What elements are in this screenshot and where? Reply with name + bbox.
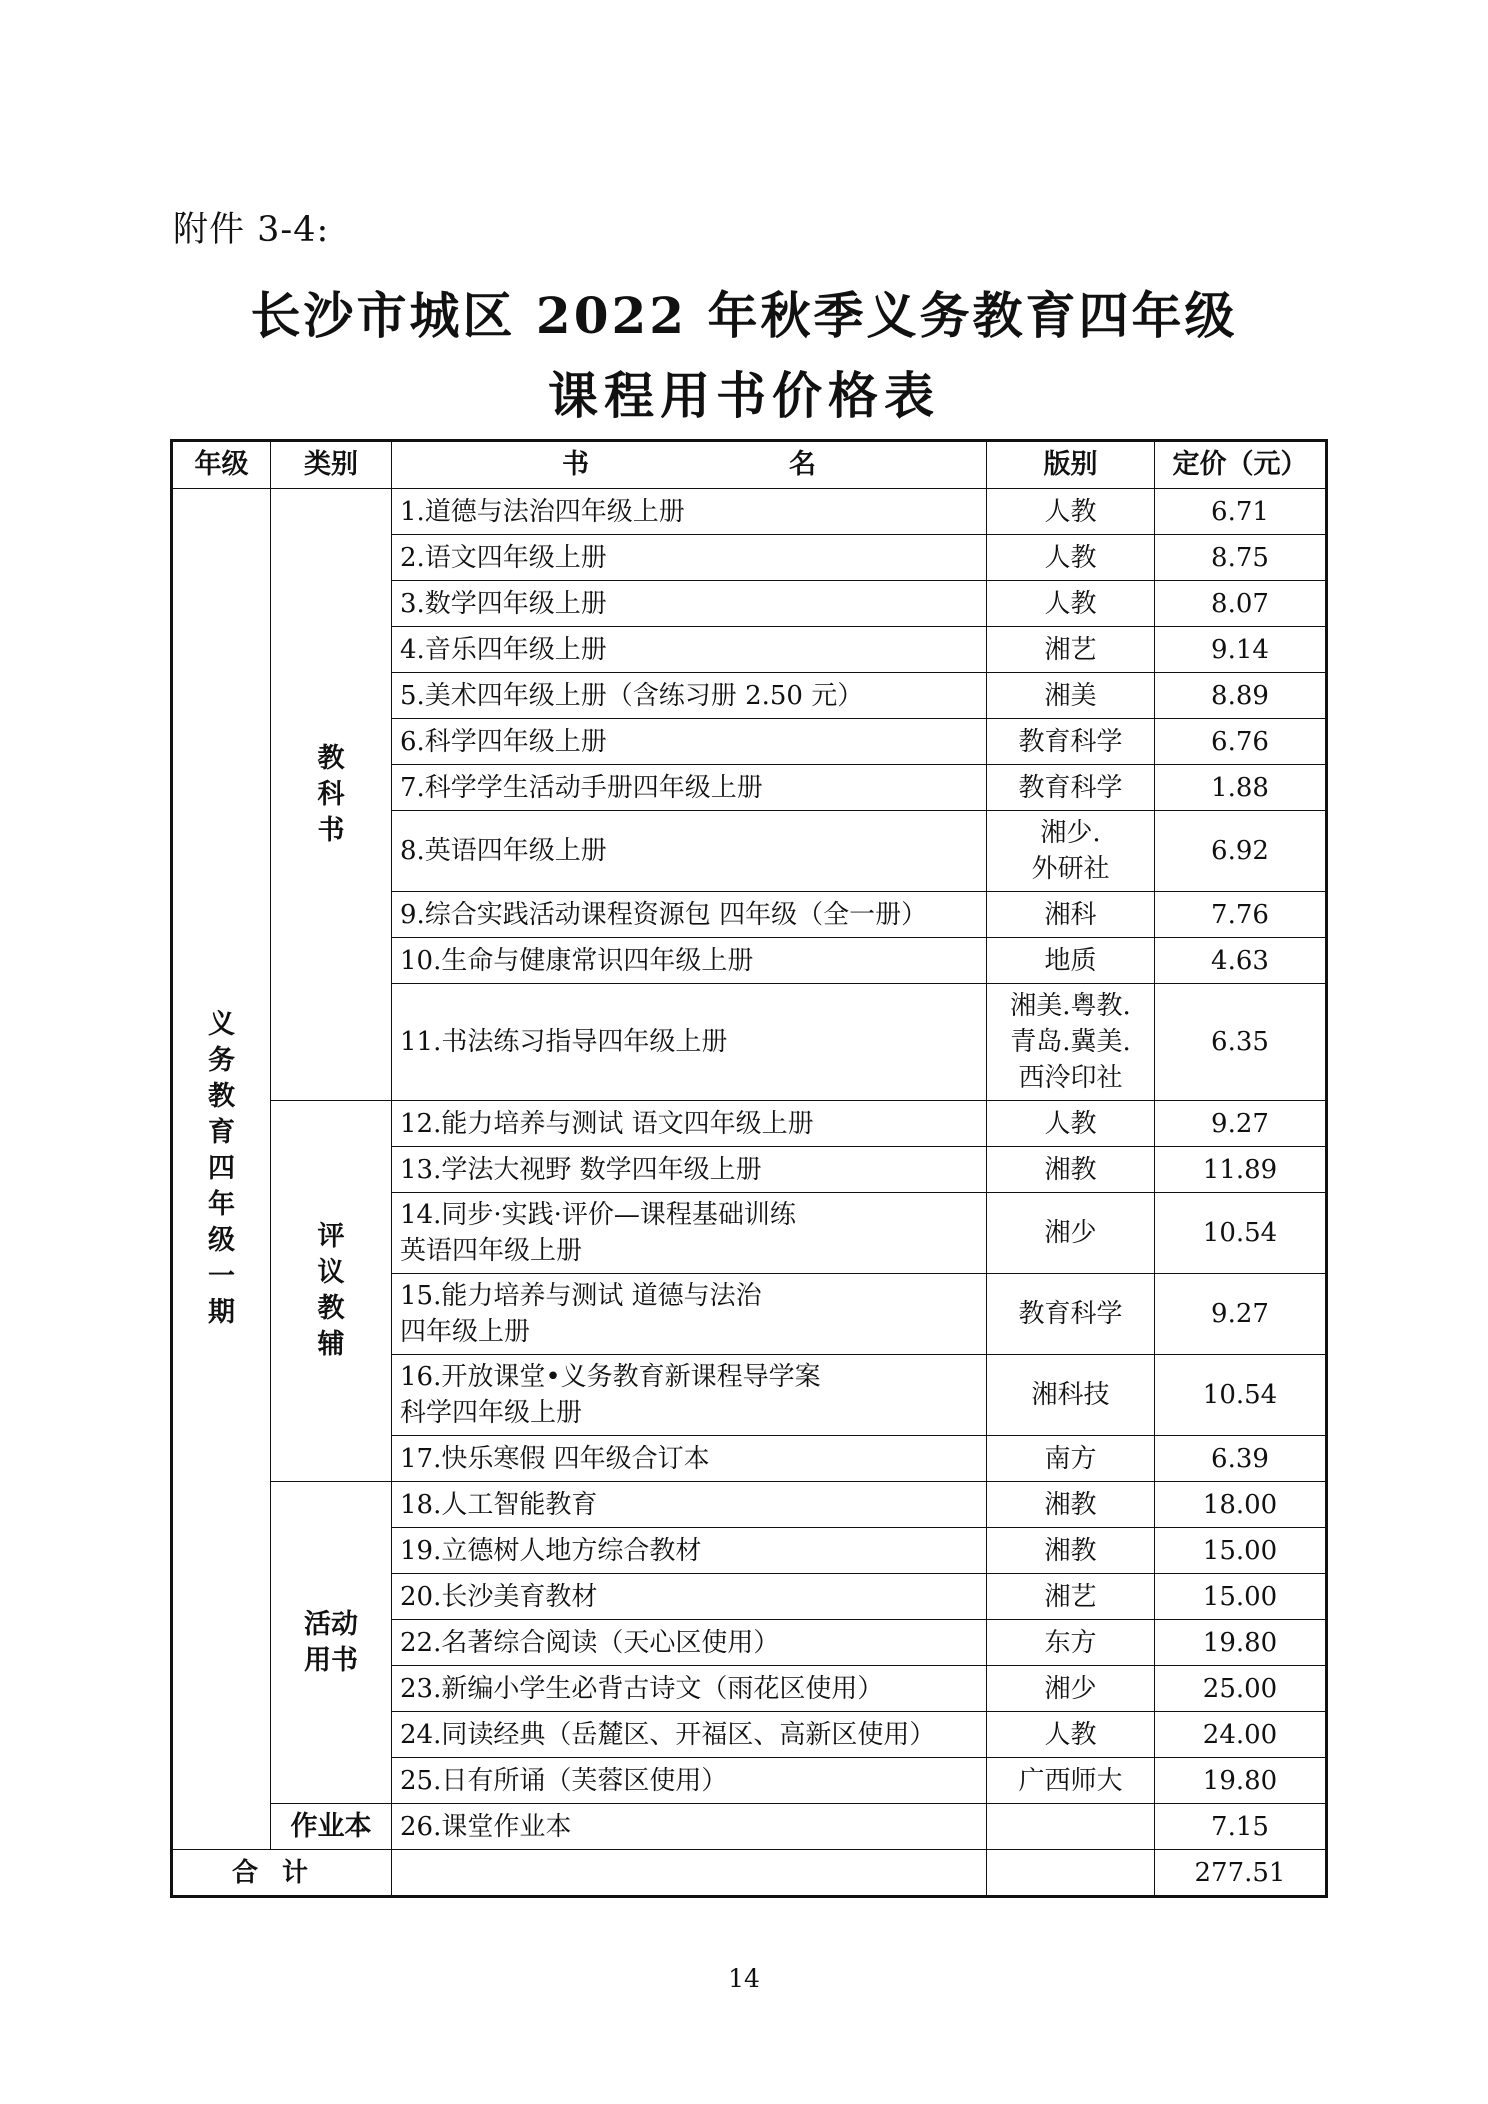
- book-name: 15.能力培养与测试 道德与法治 四年级上册: [392, 1274, 987, 1355]
- publisher: 湘艺: [987, 627, 1155, 673]
- header-category: 类别: [271, 441, 392, 489]
- book-name: 16.开放课堂•义务教育新课程导学案 科学四年级上册: [392, 1355, 987, 1436]
- publisher: 人教: [987, 535, 1155, 581]
- category-textbook: 教 科 书: [271, 489, 392, 1101]
- book-name: 19.立德树人地方综合教材: [392, 1528, 987, 1574]
- price-table: [170, 439, 1328, 1898]
- grade-label: 义 务 教 育 四 年 级 一 期: [172, 489, 271, 1850]
- book-name: 22.名著综合阅读（天心区使用）: [392, 1620, 987, 1666]
- publisher: 人教: [987, 1712, 1155, 1758]
- book-name: 24.同读经典（岳麓区、开福区、高新区使用）: [392, 1712, 987, 1758]
- category-activity: 活动 用书: [271, 1482, 392, 1804]
- publisher: 湘少. 外研社: [987, 811, 1155, 892]
- publisher: 湘美.粤教. 青岛.冀美. 西泠印社: [987, 984, 1155, 1101]
- price: 24.00: [1155, 1712, 1327, 1758]
- price: 7.76: [1155, 892, 1327, 938]
- price: 6.39: [1155, 1436, 1327, 1482]
- publisher: 人教: [987, 581, 1155, 627]
- publisher: 南方: [987, 1436, 1155, 1482]
- book-name: 7.科学学生活动手册四年级上册: [392, 765, 987, 811]
- publisher: 湘少: [987, 1193, 1155, 1274]
- document-subtitle: 课程用书价格表: [548, 366, 940, 425]
- book-name: 10.生命与健康常识四年级上册: [392, 938, 987, 984]
- publisher: 湘科技: [987, 1355, 1155, 1436]
- book-name: 26.课堂作业本: [392, 1804, 987, 1850]
- book-name: 18.人工智能教育: [392, 1482, 987, 1528]
- price: 9.27: [1155, 1101, 1327, 1147]
- price: 8.07: [1155, 581, 1327, 627]
- total-row: [172, 1850, 1327, 1897]
- publisher: 教育科学: [987, 1274, 1155, 1355]
- book-name: 8.英语四年级上册: [392, 811, 987, 892]
- price: 9.14: [1155, 627, 1327, 673]
- book-name: 17.快乐寒假 四年级合订本: [392, 1436, 987, 1482]
- book-name: 14.同步·实践·评价—课程基础训练 英语四年级上册: [392, 1193, 987, 1274]
- table-row: [172, 1482, 1327, 1528]
- publisher: 东方: [987, 1620, 1155, 1666]
- price: 1.88: [1155, 765, 1327, 811]
- table-row: [172, 489, 1327, 535]
- publisher: 湘科: [987, 892, 1155, 938]
- price: 6.35: [1155, 984, 1327, 1101]
- book-name: 1.道德与法治四年级上册: [392, 489, 987, 535]
- price: 10.54: [1155, 1355, 1327, 1436]
- book-name: 23.新编小学生必背古诗文（雨花区使用）: [392, 1666, 987, 1712]
- attachment-label: 附件 3-4:: [173, 210, 330, 250]
- book-name: 13.学法大视野 数学四年级上册: [392, 1147, 987, 1193]
- publisher: 人教: [987, 489, 1155, 535]
- header-row: [172, 441, 1327, 489]
- header-grade: 年级: [172, 441, 271, 489]
- book-name: 5.美术四年级上册（含练习册 2.50 元）: [392, 673, 987, 719]
- header-publisher: 版别: [987, 441, 1155, 489]
- publisher: 人教: [987, 1101, 1155, 1147]
- total-empty-publisher: [987, 1850, 1155, 1897]
- publisher: 湘少: [987, 1666, 1155, 1712]
- price: 7.15: [1155, 1804, 1327, 1850]
- price: 8.89: [1155, 673, 1327, 719]
- book-name: 4.音乐四年级上册: [392, 627, 987, 673]
- category-review: 评 议 教 辅: [271, 1101, 392, 1482]
- category-workbook: 作业本: [271, 1804, 392, 1850]
- price: 18.00: [1155, 1482, 1327, 1528]
- book-name: 11.书法练习指导四年级上册: [392, 984, 987, 1101]
- price: 25.00: [1155, 1666, 1327, 1712]
- publisher: 湘美: [987, 673, 1155, 719]
- total-label: 合计: [172, 1850, 392, 1897]
- price: 11.89: [1155, 1147, 1327, 1193]
- book-name: 3.数学四年级上册: [392, 581, 987, 627]
- book-name: 12.能力培养与测试 语文四年级上册: [392, 1101, 987, 1147]
- header-book-name: 书 名: [392, 441, 987, 489]
- page-number: 14: [728, 1964, 760, 1993]
- book-name: 25.日有所诵（芙蓉区使用）: [392, 1758, 987, 1804]
- document-title: 长沙市城区 2022 年秋季义务教育四年级: [250, 286, 1238, 345]
- price: 6.92: [1155, 811, 1327, 892]
- price: 19.80: [1155, 1620, 1327, 1666]
- total-empty-name: [392, 1850, 987, 1897]
- publisher: 教育科学: [987, 765, 1155, 811]
- price: 15.00: [1155, 1574, 1327, 1620]
- publisher: 湘教: [987, 1528, 1155, 1574]
- price: 4.63: [1155, 938, 1327, 984]
- price: 6.76: [1155, 719, 1327, 765]
- publisher: [987, 1804, 1155, 1850]
- table-row: [172, 1804, 1327, 1850]
- table-row: [172, 1101, 1327, 1147]
- book-name: 20.长沙美育教材: [392, 1574, 987, 1620]
- book-name: 6.科学四年级上册: [392, 719, 987, 765]
- book-name: 9.综合实践活动课程资源包 四年级（全一册）: [392, 892, 987, 938]
- total-price: 277.51: [1155, 1850, 1327, 1897]
- price: 8.75: [1155, 535, 1327, 581]
- publisher: 广西师大: [987, 1758, 1155, 1804]
- header-price: 定价（元）: [1155, 441, 1327, 489]
- publisher: 湘教: [987, 1482, 1155, 1528]
- publisher: 湘艺: [987, 1574, 1155, 1620]
- price: 6.71: [1155, 489, 1327, 535]
- book-name: 2.语文四年级上册: [392, 535, 987, 581]
- publisher: 地质: [987, 938, 1155, 984]
- publisher: 湘教: [987, 1147, 1155, 1193]
- price: 9.27: [1155, 1274, 1327, 1355]
- price: 15.00: [1155, 1528, 1327, 1574]
- publisher: 教育科学: [987, 719, 1155, 765]
- price: 10.54: [1155, 1193, 1327, 1274]
- price: 19.80: [1155, 1758, 1327, 1804]
